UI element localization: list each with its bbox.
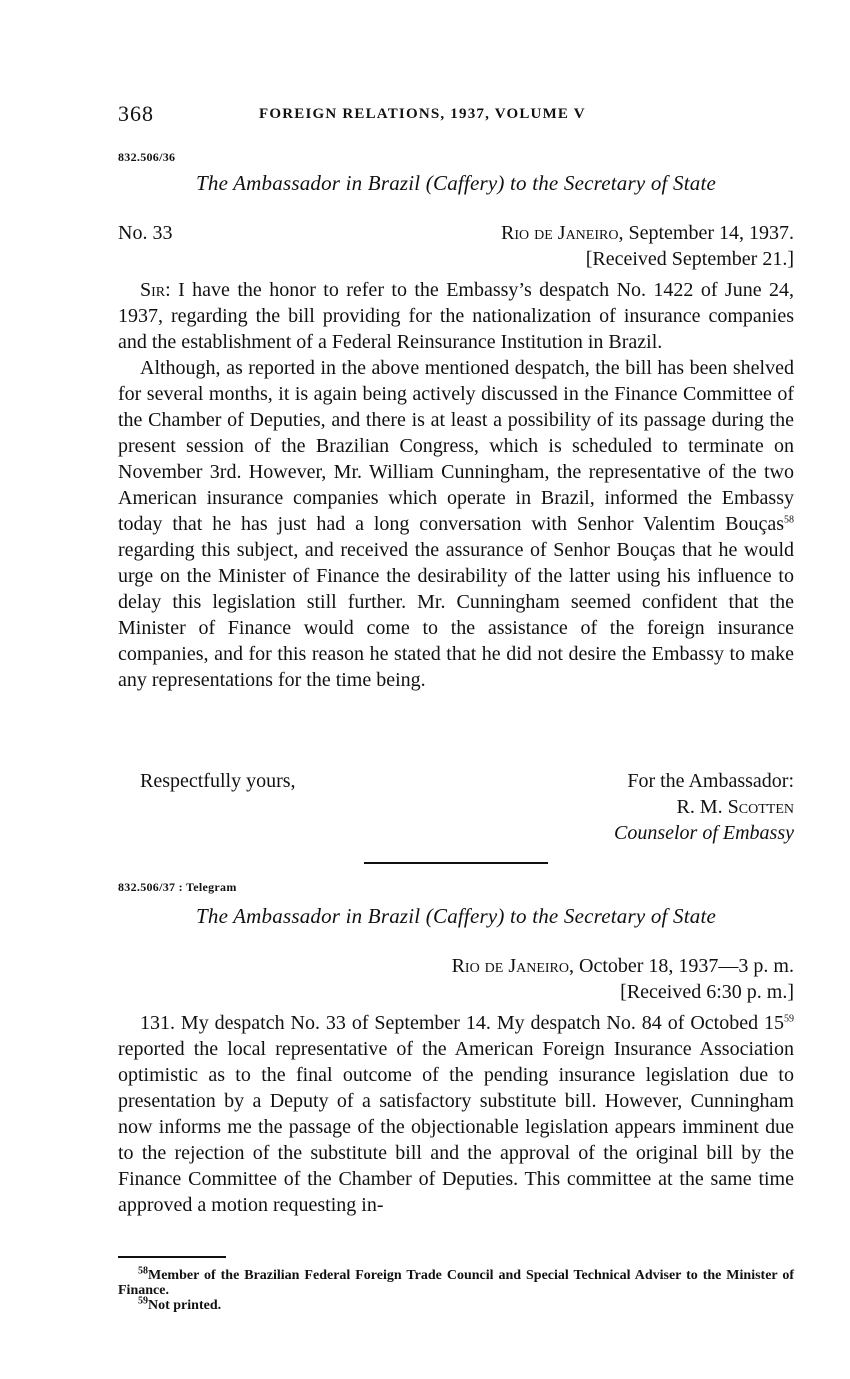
for-ambassador-line: For the Ambassador: <box>627 770 794 792</box>
despatch-body <box>118 277 794 693</box>
document-heading: The Ambassador in Brazil (Caffery) to the Secretary of State <box>195 171 717 195</box>
running-title: FOREIGN RELATIONS, 1937, VOLUME V <box>259 106 586 122</box>
complimentary-close: Respectfully yours, <box>140 770 296 792</box>
dateline-date: , September 14, 1937. <box>618 222 794 244</box>
dateline <box>452 955 794 978</box>
dateline <box>501 222 794 245</box>
document-heading: The Ambassador in Brazil (Caffery) to the Secretary of State <box>195 904 717 928</box>
despatch-number: No. 33 <box>118 222 173 244</box>
salutation: Sir <box>140 279 166 301</box>
telegram-body <box>118 1010 794 1218</box>
received-note: [Received September 21.] <box>585 248 794 270</box>
footnote-rule <box>118 1256 226 1258</box>
footnotes <box>118 1265 794 1313</box>
footnote: $^{59}$Not printed. <box>138 1295 222 1313</box>
received-note: [Received 6:30 p. m.] <box>620 981 794 1003</box>
section-divider <box>364 862 548 864</box>
dateline-place: Rio de Janeiro <box>501 222 619 244</box>
file-code: 832.506/36 <box>118 150 176 164</box>
signer-name: R. M. Scotten <box>676 796 794 818</box>
footnote-reference: 58 <box>784 514 794 526</box>
page-number: 368 <box>118 101 154 126</box>
dateline-place: Rio de Janeiro <box>451 955 570 977</box>
signer-title: Counselor of Embassy <box>614 822 794 844</box>
footnote-reference: 59 <box>784 1013 794 1025</box>
paragraph: Although, as reported in the above mentioned despatch, the bill has been shelved for several months, it is again being actively discussed in the Finance Committee of the Chamber of Deputies, and there is at least a possibility of its passage during the present session of the Brazilian Congress, which is scheduled to terminate on November 3rd. However, Mr. William Cunningham, the representative of the two American insurance companies which operate in Brazil, informed the Embassy today that he has just had a long conversation with Senhor Valentim Bouças$^{58}$ regarding this subject, and received the assurance of Senhor Bouças that he would urge on the Minister of Finance the desirability of the latter using his influence to delay this legislation still further. Mr. Cunningham seemed confident that the Minister of Finance would come to the assistance of the foreign insurance companies, and for this reason he stated that he did not desire the Embassy to make any representations for the time being. <box>118 357 794 691</box>
running-header <box>118 101 794 129</box>
paragraph: Sir: I have the honor to refer to the Embassy’s despatch No. 1422 of June 24, 1937, regarding the bill providing for the nationalization of insurance companies and the establishment of a Federal Reinsurance Institution in Brazil. <box>118 279 794 353</box>
footnote: $^{58}$Member of the Brazilian Federal Foreign Trade Council and Special Technical Adviser to the Minister of Finance. <box>118 1265 794 1298</box>
paragraph: 131. My despatch No. 33 of September 14. My despatch No. 84 of Octobed $15^{59}$ reported the local representative of the American Foreign Insurance Association optimistic as to the final outcome of the pending insurance legislation due to presentation by a Deputy of a satisfactory substitute bill. However, Cunningham now informs me the passage of the objectionable legislation appears imminent due to the rejection of the substitute bill and the approval of the original bill by the Finance Committee of the Chamber of Deputies. This committee at the same time approved a motion requesting in- <box>118 1012 794 1216</box>
file-code: 832.506/37 : Telegram <box>118 880 237 894</box>
dateline-date: , October 18, 1937—3 p. m. <box>569 955 794 977</box>
